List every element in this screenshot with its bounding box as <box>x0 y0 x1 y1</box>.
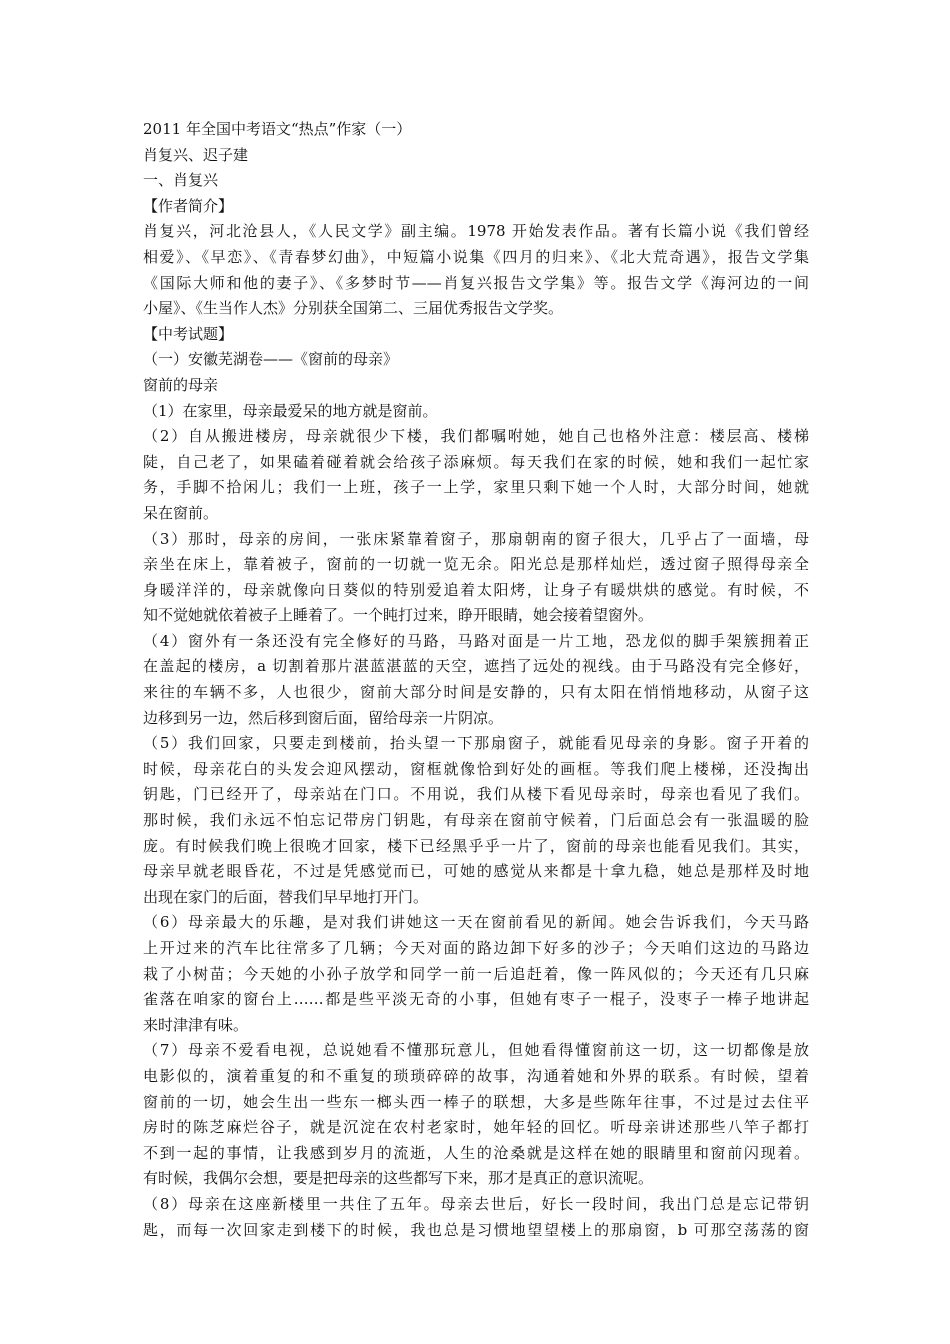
text-line: 庞。有时候我们晚上很晚才回家，楼下已经黑乎乎一片了，窗前的母亲也能看见我们。其实， <box>143 836 809 855</box>
text-line: 【中考试题】 <box>143 324 234 343</box>
text-line: 相爱》、《早恋》、《青春梦幻曲》，中短篇小说集《四月的归来》、《北大荒奇遇》，报告文学集 <box>143 247 809 266</box>
text-line: （8）母亲在这座新楼里一共住了五年。母亲去世后，好长一段时间，我出门总是忘记带钥 <box>143 1194 809 1213</box>
text-line: 边移到另一边，然后移到窗后面，留给母亲一片阴凉。 <box>143 708 504 727</box>
text-line: 务，手脚不拾闲儿；我们一上班，孩子一上学，家里只剩下她一个人时，大部分时间，她就 <box>143 478 809 497</box>
text-line: （3）那时，母亲的房间，一张床紧靠着窗子，那扇朝南的窗子很大，几乎占了一面墙，母 <box>143 529 809 548</box>
text-line: 出现在家门的后面，替我们早早地打开门。 <box>143 887 429 906</box>
text-line: 呆在窗前。 <box>143 503 219 522</box>
text-line: 窗前的母亲 <box>143 375 219 394</box>
text-line: 来时津津有味。 <box>143 1015 249 1034</box>
text-line: 小屋》、《生当作人杰》分别获全国第二、三届优秀报告文学奖。 <box>143 299 564 318</box>
text-line: （7）母亲不爱看电视，总说她看不懂那玩意儿，但她看得懂窗前这一切，这一切都像是放 <box>143 1041 809 1060</box>
text-line: 【作者简介】 <box>143 196 234 215</box>
text-line: 不到一起的事情，让我感到岁月的流逝，人生的沧桑就是这样在她的眼睛里和窗前闪现着。 <box>143 1143 809 1162</box>
text-line: 身暖洋洋的，母亲就像向日葵似的特别爱追着太阳烤，让身子有暖烘烘的感觉。有时候，不 <box>143 580 809 599</box>
text-line: 匙，而每一次回家走到楼下的时候，我也总是习惯地望望楼上的那扇窗，b 可那空荡荡的窗 <box>143 1220 809 1239</box>
text-line: 母亲早就老眼昏花，不过是凭感觉而已，可她的感觉从来都是十拿九稳，她总是那样及时地 <box>143 862 809 881</box>
text-line: 时候，母亲花白的头发会迎风摆动，窗框就像恰到好处的画框。等我们爬上楼梯，还没掏出 <box>143 759 809 778</box>
text-line: 肖复兴、迟子建 <box>143 145 249 164</box>
text-line: （4）窗外有一条还没有完全修好的马路，马路对面是一片工地，恐龙似的脚手架簇拥着正 <box>143 631 809 650</box>
text-line: 钥匙，门已经开了，母亲站在门口。不用说，我们从楼下看见母亲时，母亲也看见了我们。 <box>143 785 809 804</box>
text-line: 房时的陈芝麻烂谷子，就是沉淀在农村老家时，她年轻的回忆。听母亲讲述那些八竿子都打 <box>143 1118 809 1137</box>
text-line: 一、肖复兴 <box>143 171 219 190</box>
text-line: （1）在家里，母亲最爱呆的地方就是窗前。 <box>143 401 438 420</box>
text-line: 栽了小树苗；今天她的小孙子放学和同学一前一后追赶着，像一阵风似的；今天还有几只麻 <box>143 964 809 983</box>
text-line: （5）我们回家，只要走到楼前，抬头望一下那扇窗子，就能看见母亲的身影。窗子开着的 <box>143 734 809 753</box>
document-body <box>143 117 809 1243</box>
text-line: 《国际大师和他的妻子》、《多梦时节——肖复兴报告文学集》等。报告文学《海河边的一间 <box>143 273 809 292</box>
text-line: （一）安徽芜湖卷——《窗前的母亲》 <box>143 350 399 369</box>
text-line: 肖复兴，河北沧县人，《人民文学》副主编。1978 开始发表作品。著有长篇小说《我们曾经 <box>143 222 809 241</box>
text-line: 知不觉她就依着被子上睡着了。一个盹打过来，睁开眼睛，她会接着望窗外。 <box>143 606 654 625</box>
text-line: 陡，自己老了，如果磕着碰着就会给孩子添麻烦。每天我们在家的时候，她和我们一起忙家 <box>143 452 809 471</box>
text-line: 电影似的，演着重复的和不重复的琐琐碎碎的故事，沟通着她和外界的联系。有时候，望着 <box>143 1066 809 1085</box>
text-line: 上开过来的汽车比往常多了几辆；今天对面的路边卸下好多的沙子；今天咱们这边的马路边 <box>143 939 809 957</box>
text-line: 窗前的一切，她会生出一些东一榔头西一棒子的联想，大多是些陈年往事，不过是过去住平 <box>143 1092 809 1111</box>
text-line: 2011 年全国中考语文“热点”作家（一） <box>143 120 412 138</box>
text-line: 在盖起的楼房，a 切割着那片湛蓝湛蓝的天空，遮挡了远处的视线。由于马路没有完全修好， <box>143 657 809 676</box>
text-line: （6）母亲最大的乐趣，是对我们讲她这一天在窗前看见的新闻。她会告诉我们，今天马路 <box>143 913 809 932</box>
text-line: 那时候，我们永远不怕忘记带房门钥匙，有母亲在窗前守候着，门后面总会有一张温暖的脸 <box>143 811 809 830</box>
text-line: 有时候，我偶尔会想，要是把母亲的这些都写下来，那才是真正的意识流呢。 <box>143 1169 654 1188</box>
text-line: 雀落在咱家的窗台上……都是些平淡无奇的小事，但她有枣子一棍子，没枣子一棒子地讲起 <box>143 990 809 1009</box>
text-line: 亲坐在床上，靠着被子，窗前的一切就一览无余。阳光总是那样灿烂，透过窗子照得母亲全 <box>143 555 809 574</box>
text-line: （2）自从搬进楼房，母亲就很少下楼，我们都嘱咐她，她自己也格外注意：楼层高、楼梯 <box>143 427 809 446</box>
text-line: 来往的车辆不多，人也很少，窗前大部分时间是安静的，只有太阳在悄悄地移动，从窗子这 <box>143 683 809 702</box>
